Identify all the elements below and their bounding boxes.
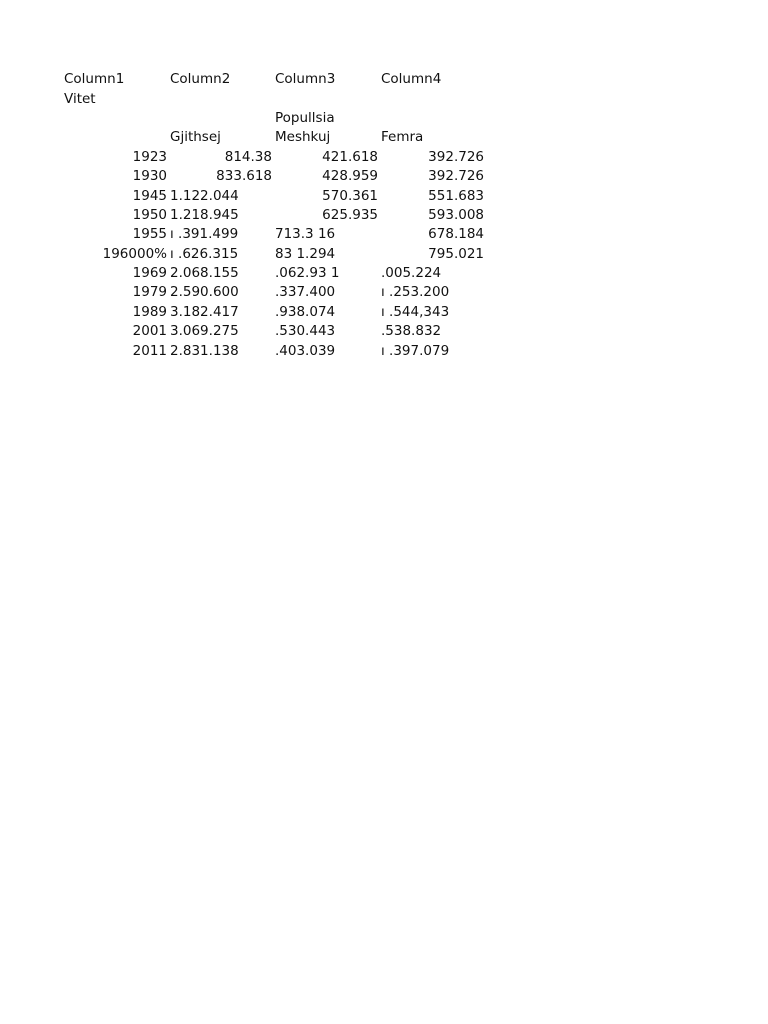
table-cell-total: ı .391.499 — [170, 226, 239, 242]
table-cell-year: 1979 — [132, 284, 167, 300]
header-column3: Column3 — [275, 71, 336, 87]
label-popullsia: Popullsia — [275, 110, 335, 126]
table-cell-female: ı .544,343 — [381, 304, 450, 320]
table-cell-female: 392.726 — [428, 149, 484, 165]
table-cell-total: 2.831.138 — [170, 343, 239, 359]
table-cell-male: .062.93 1 — [275, 265, 340, 281]
table-cell-year: 196000% — [102, 246, 167, 262]
table-cell-male: 421.618 — [322, 149, 378, 165]
table-cell-year: 1950 — [132, 207, 167, 223]
table-cell-male: 570.361 — [322, 188, 378, 204]
table-cell-male: 428.959 — [322, 168, 378, 184]
table-cell-female: 678.184 — [428, 226, 484, 242]
table-cell-male: 83 1.294 — [275, 246, 336, 262]
table-cell-female: ı .253.200 — [381, 284, 450, 300]
table-cell-year: 1923 — [132, 149, 167, 165]
label-femra: Femra — [381, 129, 424, 145]
label-meshkuj: Meshkuj — [275, 129, 331, 145]
table-cell-year: 2011 — [132, 343, 167, 359]
header-column1: Column1 — [64, 71, 125, 87]
table-cell-total: 2.068.155 — [170, 265, 239, 281]
table-cell-year: 1930 — [132, 168, 167, 184]
table-cell-total: 2.590.600 — [170, 284, 239, 300]
table-cell-female: .538.832 — [381, 323, 442, 339]
table-cell-total: ı .626.315 — [170, 246, 239, 262]
table-cell-female: 392.726 — [428, 168, 484, 184]
table-cell-total: 833.618 — [216, 168, 272, 184]
table-cell-year: 1969 — [132, 265, 167, 281]
table-cell-year: 1989 — [132, 304, 167, 320]
label-gjithsej: Gjithsej — [170, 129, 221, 145]
table-cell-male: .403.039 — [275, 343, 336, 359]
table-cell-year: 1945 — [132, 188, 167, 204]
table-cell-female: .005.224 — [381, 265, 442, 281]
table-cell-male: .337.400 — [275, 284, 336, 300]
table-cell-total: 1.218.945 — [170, 207, 239, 223]
table-cell-year: 1955 — [132, 226, 167, 242]
label-vitet: Vitet — [64, 91, 96, 107]
table-cell-male: .938.074 — [275, 304, 336, 320]
table-cell-total: 3.182.417 — [170, 304, 239, 320]
table-cell-total: 1.122.044 — [170, 188, 239, 204]
table-cell-female: ı .397.079 — [381, 343, 450, 359]
table-cell-total: 814.38 — [224, 149, 272, 165]
table-cell-female: 551.683 — [428, 188, 484, 204]
header-column2: Column2 — [170, 71, 231, 87]
table-cell-male: .530.443 — [275, 323, 336, 339]
table-cell-year: 2001 — [132, 323, 167, 339]
table-cell-male: 713.3 16 — [275, 226, 336, 242]
table-cell-male: 625.935 — [322, 207, 378, 223]
table-cell-female: 795.021 — [428, 246, 484, 262]
table-cell-total: 3.069.275 — [170, 323, 239, 339]
header-column4: Column4 — [381, 71, 442, 87]
table-cell-female: 593.008 — [428, 207, 484, 223]
